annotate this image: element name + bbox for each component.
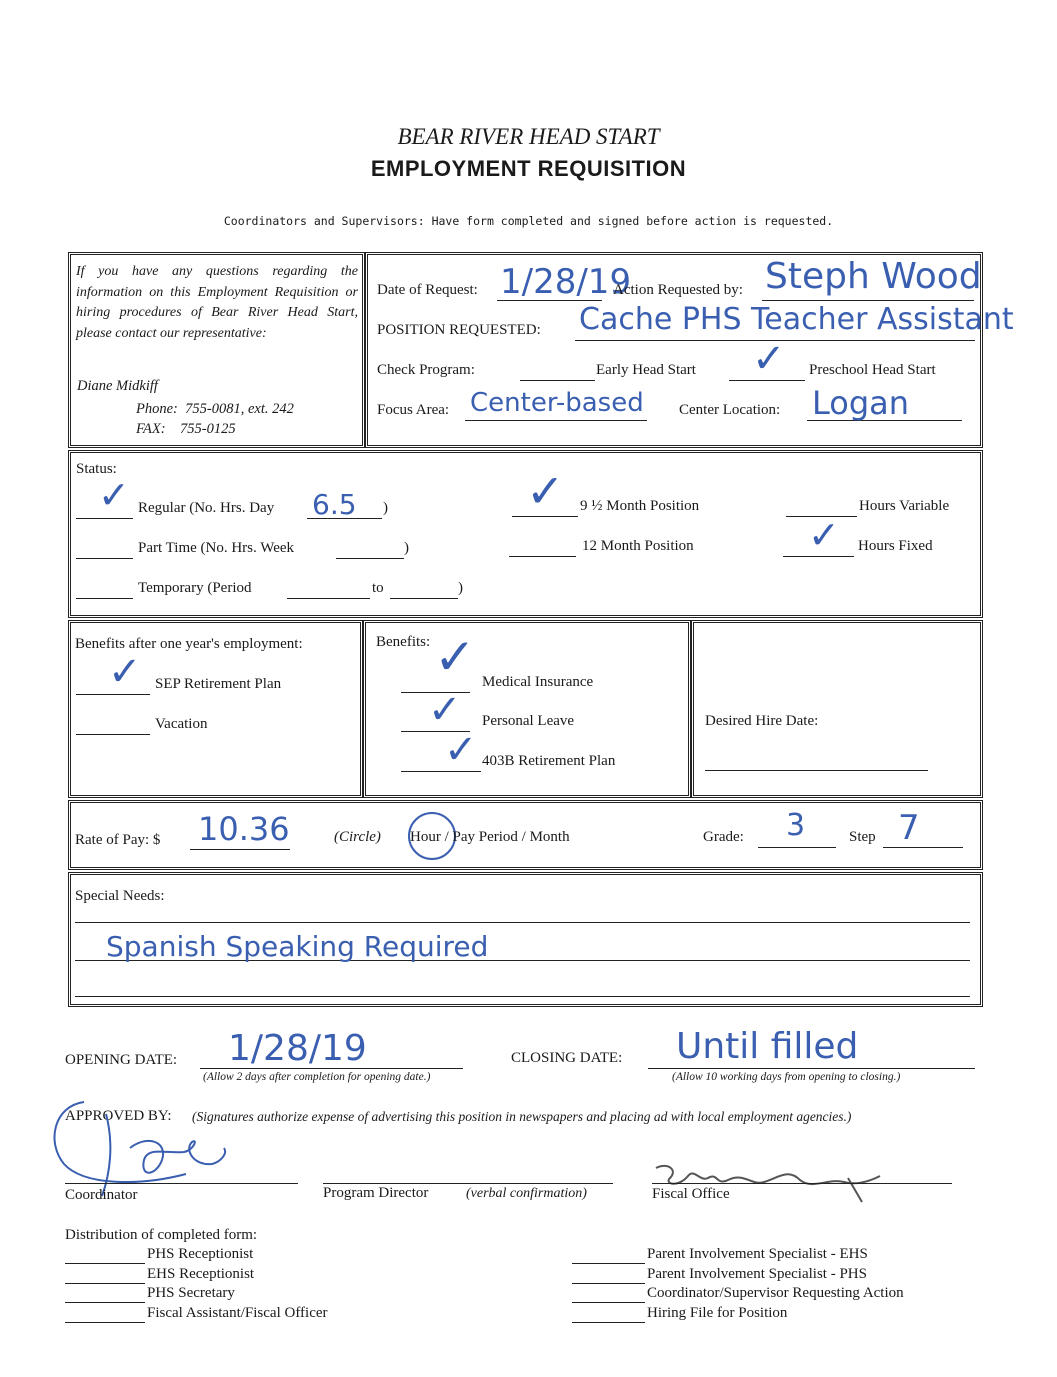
instructions: Coordinators and Supervisors: Have form completed and signed before action is requested. [223,214,834,228]
coordinator-label: Coordinator [65,1187,138,1203]
twelve-month-line [509,556,576,557]
org-name: BEAR RIVER HEAD START [397,124,660,149]
form-title: EMPLOYMENT REQUISITION [370,156,687,181]
part-time-label: Part Time (No. Hrs. Week [138,540,295,556]
check-mark-icon[interactable]: ✓ [808,513,840,557]
hours-fixed-label: Hours Fixed [858,538,933,554]
check-mark-icon[interactable]: ✓ [98,473,130,517]
rate-of-pay-line [190,849,290,850]
medical-label: Medical Insurance [482,674,594,690]
check-mark-icon[interactable]: ✓ [108,649,142,695]
benefits-label: Benefits: [376,634,431,650]
step-value[interactable]: 7 [898,808,920,848]
twelve-month-label: 12 Month Position [582,538,694,554]
distribution-label: Distribution of completed form: [65,1227,258,1243]
date-of-request-value[interactable]: 1/28/19 [500,262,632,302]
temporary-label: Temporary (Period [138,580,252,596]
closing-date-value[interactable]: Until filled [676,1026,859,1067]
temporary-close: ) [458,580,463,596]
grade-value[interactable]: 3 [786,808,806,843]
temporary-from-line [287,598,370,599]
distribution-left-item: Fiscal Assistant/Fiscal Officer [147,1305,328,1322]
closing-date-label: CLOSING DATE: [511,1050,623,1066]
distribution-left-line[interactable] [65,1283,145,1284]
rate-of-pay-label: Rate of Pay: $ [75,832,161,848]
regular-hours-value[interactable]: 6.5 [312,488,357,521]
focus-area-label: Focus Area: [377,402,450,418]
position-label: POSITION REQUESTED: [377,322,541,338]
part-time-close: ) [404,540,409,556]
program-director-line [323,1183,613,1184]
contact-text: If you have any questions regarding the information on this Employment Requisition or hiring procedures of Bear River Head Start, please contact our representative: [76,264,358,341]
approved-by-label: APPROVED BY: [65,1108,172,1124]
distribution-left-line[interactable] [65,1263,145,1264]
benefits-after-label: Benefits after one year's employment: [75,636,303,652]
distribution-left-item: PHS Receptionist [147,1246,254,1262]
hours-variable-label: Hours Variable [859,498,950,514]
step-label: Step [849,829,876,845]
action-requested-label: Action Requested by: [613,282,743,298]
hire-date-box [691,620,983,798]
check-mark-icon[interactable]: ✓ [444,727,478,773]
fiscal-office-line [652,1183,952,1184]
regular-line [76,518,133,519]
pay-options: Hour / Pay Period / Month [410,829,570,845]
closing-date-line [648,1068,975,1069]
distribution-right-item: Coordinator/Supervisor Requesting Action [647,1285,904,1302]
distribution-right-line[interactable] [572,1322,645,1323]
check-program-label: Check Program: [377,362,475,378]
program-ehs-line [520,380,595,381]
rate-of-pay-value[interactable]: 10.36 [198,810,290,848]
temporary-line [76,598,133,599]
contact-phone: Phone: 755-0081, ext. 242 [136,401,294,417]
hire-date-line[interactable] [705,770,928,771]
nine-month-label: 9 ½ Month Position [580,498,700,514]
regular-label: Regular (No. Hrs. Day [138,500,275,516]
regular-close: ) [383,500,388,516]
vacation-label: Vacation [155,716,208,732]
temporary-to-line [390,598,458,599]
check-mark-icon[interactable]: ✓ [752,336,786,382]
grade-line [758,847,836,848]
sep-label: SEP Retirement Plan [155,676,282,692]
distribution-right-line[interactable] [572,1263,645,1264]
opening-date-value[interactable]: 1/28/19 [228,1028,367,1069]
part-time-hours-line [336,558,404,559]
action-requested-value[interactable]: Steph Wood [765,256,982,297]
opening-date-label: OPENING DATE: [65,1052,178,1068]
position-value[interactable]: Cache PHS Teacher Assistant [579,302,1014,337]
distribution-left-line[interactable] [65,1302,145,1303]
coordinator-line [65,1183,298,1184]
date-of-request-label: Date of Request: [377,282,478,298]
closing-date-note: (Allow 10 working days from opening to closing.) [672,1071,901,1083]
check-mark-icon[interactable]: ✓ [434,628,476,686]
vacation-line [76,734,150,735]
distribution-left-item: EHS Receptionist [147,1265,255,1282]
program-director-label: Program Director [323,1185,429,1201]
temporary-to: to [372,580,384,596]
contact-name: Diane Midkiff [77,378,158,394]
approved-by-note: (Signatures authorize expense of advertising this position in newspapers and placing ad with local employment agencies.) [192,1109,852,1124]
fiscal-office-label: Fiscal Office [652,1186,730,1202]
center-location-label: Center Location: [679,402,781,418]
special-needs-label: Special Needs: [75,888,165,904]
distribution-right-item: Parent Involvement Specialist - PHS [647,1265,867,1282]
retirement-403b-label: 403B Retirement Plan [482,753,616,769]
check-mark-icon[interactable]: ✓ [526,464,565,518]
distribution-right-item: Hiring File for Position [647,1305,788,1322]
focus-area-line [465,420,647,421]
personal-leave-label: Personal Leave [482,713,575,729]
circle-label: (Circle) [334,829,381,845]
program-ehs-label: Early Head Start [596,362,696,378]
step-line [883,847,963,848]
check-mark-icon[interactable]: ✓ [428,687,462,733]
action-requested-line [762,300,974,301]
distribution-right-line[interactable] [572,1283,645,1284]
contact-fax: FAX: 755-0125 [136,421,236,437]
distribution-left-item: PHS Secretary [147,1285,235,1302]
focus-area-value[interactable]: Center-based [470,388,644,418]
special-needs-line-1 [75,922,970,923]
program-phs-label: Preschool Head Start [809,362,936,378]
status-label: Status: [76,461,117,477]
special-needs-line-3 [75,996,970,997]
verbal-confirmation: (verbal confirmation) [466,1186,587,1201]
hire-date-label: Desired Hire Date: [705,713,819,729]
distribution-right-item: Parent Involvement Specialist - EHS [647,1246,868,1262]
part-time-line [76,558,133,559]
center-location-value[interactable]: Logan [812,384,910,422]
opening-date-note: (Allow 2 days after completion for opening date.) [203,1071,431,1083]
grade-label: Grade: [703,829,744,845]
distribution-right-line[interactable] [572,1302,645,1303]
special-needs-value[interactable]: Spanish Speaking Required [106,930,489,963]
distribution-left-line[interactable] [65,1322,145,1323]
